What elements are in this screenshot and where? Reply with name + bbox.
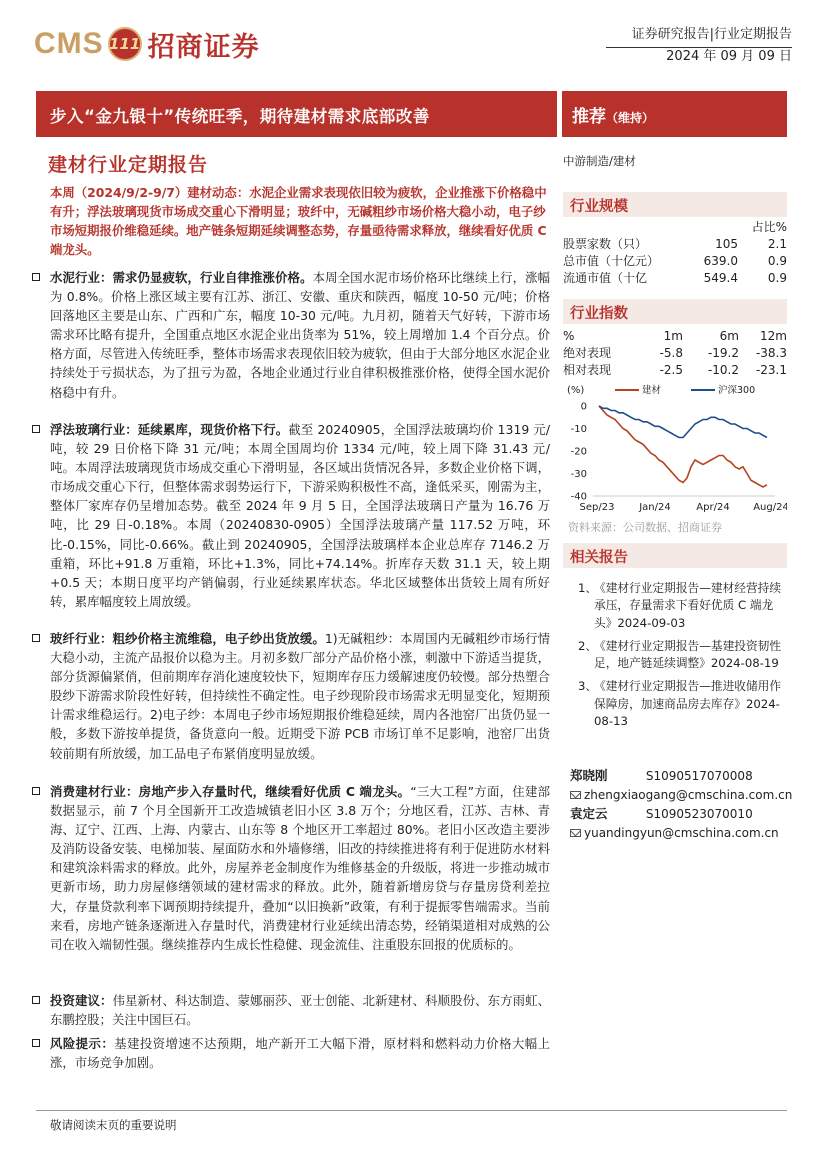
logo-seal-icon: 111	[108, 27, 142, 61]
section-cement	[50, 268, 550, 402]
scale-pct: 2.1	[767, 237, 787, 251]
related-item[interactable]	[578, 678, 784, 730]
scale-title: 行业规模	[563, 192, 787, 217]
index-value: -5.8	[659, 346, 683, 360]
scale-value: 639.0	[703, 254, 738, 268]
section-body: 截至 20240905，全国浮法玻璃均价 1319 元/吨，较 29 日价格下降 31 元/吨；本周全国周均价 1334 元/吨，较上周下降 31.43 元/吨。本周浮法玻璃现货市场成交重心下滑明显，各区域出货情况各异，多数企业价格下调，市场成交重心下行，但整体需求弱势运行下，下游采购积极性不高，逢低采买，刚需为主，整体厂家库存仍呈增加态势。截至 2024 年 9 月 5 日，全国浮法玻璃日产量为 16.76 万吨，比 29 日-0.18%。本周（20240830-0905）全国浮法玻璃产量 117.52 万吨，环比-0.15%，同比-0.66%。截止到 20240905，全国浮法玻璃样本企业总库存 7146.2 万重箱，环比+91.8 万重箱，环比+1.3%，同比+74.14%。折库存天数 31.1 天，较上期+0.5 天；本期日度平均产销偏弱，行业延续累库状态。华北区域整体出货较上周有所好转，累库幅度较上周放缓。	[50, 422, 551, 609]
scale-label: 总市值（十亿元）	[563, 254, 660, 268]
bullet-icon	[32, 787, 40, 795]
x-tick-label: Jan/24	[639, 502, 671, 513]
index-row	[563, 362, 787, 379]
related-text: 《建材行业定期报告—建材经营持续承压，存量需求下看好优质 C 端龙头》2024-09-03	[594, 581, 782, 630]
footer-divider	[36, 1110, 787, 1111]
scale-label: 流通市值（十亿	[563, 271, 648, 285]
mail-icon	[570, 791, 581, 799]
analyst-email[interactable]: yuandingyun@cmschina.com.cn	[584, 826, 779, 840]
legend-label: 建材	[642, 385, 662, 396]
index-value: -2.5	[659, 363, 683, 377]
rating-badge	[562, 91, 787, 137]
x-tick-label: Apr/24	[696, 502, 730, 513]
report-header	[0, 0, 826, 90]
section-lead: 投资建议：	[50, 993, 113, 1008]
y-tick-label: -40	[570, 491, 587, 503]
section-body: 伟星新材、科达制造、蒙娜丽莎、亚士创能、北新建材、科顺股份、东方雨虹、东鹏控股；关注中国巨石。	[50, 993, 551, 1028]
report-title: 步入“金九银十”传统旺季，期待建材需求底部改善	[36, 91, 557, 137]
scale-pct: 0.9	[767, 254, 787, 268]
company-logo	[34, 24, 260, 64]
scale-row	[563, 253, 787, 270]
section-investment-advice	[50, 991, 550, 1029]
related-text: 《建材行业定期报告—基建投资韧性足，地产链延续调整》2024-08-19	[594, 638, 782, 671]
x-tick-label: Sep/23	[579, 502, 615, 513]
legend-label: 沪深300	[718, 385, 756, 396]
rating-note: （维持）	[606, 111, 655, 125]
index-value: -10.2	[707, 363, 739, 377]
industry-scale	[563, 192, 787, 287]
index-chart-svg	[563, 382, 787, 518]
report-date: 2024 年 09 月 09 日	[666, 49, 792, 64]
analyst-name: 郑晓刚	[570, 768, 608, 783]
analyst-id: S1090517070008	[645, 769, 753, 783]
index-header: 12m	[760, 329, 787, 343]
index-label: 相对表现	[563, 363, 612, 377]
report-type: 证券研究报告|行业定期报告	[631, 27, 792, 42]
section-lead: 水泥行业：需求仍显疲软，行业自律推涨价格。	[50, 270, 313, 285]
related-list	[578, 580, 784, 736]
section-lead: 消费建材行业：房地产步入存量时代，继续看好优质 C 端龙头。	[50, 784, 411, 799]
header-divider	[606, 47, 792, 48]
mail-icon	[570, 829, 581, 837]
related-item[interactable]	[578, 580, 784, 632]
section-body: 1)无碱粗纱：本周国内无碱粗纱市场行情大稳小动，主流产品报价以稳为主。月初多数厂部分产品价格小涨，刺激中下游适当提货，部分货源偏紧俏，但前期库存消化速度较快下，短期库存压力缓解速度仍较慢。部分热塑合股纱下游需求阶段性好转，但持续性不确定性。电子纱现阶段市场需求无明显变化，短期预计需求维稳运行。2)电子纱：本周电子纱市场短期报价维稳延续，周内各池窑厂出货仍显一般，多数下游按单提货，备货意向一般。近期受下游 PCB 市场订单不足影响，池窑厂出货较前期有所放缓，加工品电子布紧俏度明显放缓。	[50, 631, 551, 761]
scale-value: 549.4	[703, 271, 738, 285]
section-body: 基建投资增速不达预期，地产新开工大幅下滑，原材料和燃料动力价格大幅上涨，市场竞争加剧。	[50, 1036, 551, 1071]
scale-pct: 0.9	[767, 271, 787, 285]
related-text: 《建材行业定期报告—推进收储用作保障房，加速商品房去库存》2024-08-13	[594, 679, 782, 729]
index-value: -23.1	[755, 363, 787, 377]
section-lead: 浮法玻璃行业：延续累库，现货价格下行。	[50, 422, 289, 437]
bullet-icon	[32, 996, 40, 1004]
index-header: 6m	[719, 329, 739, 343]
logo-chinese-name: 招商证券	[147, 31, 260, 63]
index-title: 行业指数	[563, 299, 787, 324]
chart-source: 资料来源：公司数据、招商证券	[568, 521, 722, 534]
rating-label: 推荐	[572, 107, 606, 127]
bullet-icon	[32, 634, 40, 642]
y-tick-label: -30	[570, 469, 587, 480]
index-value: -38.3	[755, 346, 787, 360]
scale-header-row	[563, 219, 787, 236]
section-lead: 玻纤行业：粗纱价格主流维稳，电子纱出货放缓。	[50, 631, 325, 646]
scale-row	[563, 270, 787, 287]
scale-value: 105	[715, 237, 738, 251]
pct-header: 占比%	[751, 220, 787, 234]
bullet-icon	[32, 425, 40, 433]
document-type: 建材行业定期报告	[48, 154, 209, 176]
index-header-row	[563, 328, 787, 345]
scale-row	[563, 236, 787, 253]
series-line-building-materials	[599, 406, 767, 487]
footer-note: 敬请阅读末页的重要说明	[50, 1118, 177, 1132]
index-label: 绝对表现	[563, 346, 612, 360]
related-num: 2、	[578, 638, 598, 653]
section-body: “三大工程”方面，住建部数据显示，前 7 个月全国新开工改造城镇老旧小区 3.8 万个；分地区看，江苏、吉林、青海、辽宁、江西、上海、内蒙古、山东等 8 个地区开工率超过 80%。老旧小区改造主要涉及消防设备安装、电梯加装、屋面防水和外墙修缮，旧改的持续推进将有利于促进防水材料和建筑涂料需求的释放。此外，房屋养老金制度作为维修基金的升级版，将进一步推动城市更新市场，助力房屋修缮领域的建材需求的释放。此外，随着新增房贷与存量房贷利差拉大，存量贷款利率下调预期持续提升，叠加“以旧换新”政策，有利于提振零售端需求。当前来看，房地产链条逐渐进入存量时代，消费建材行业延续出清态势，经销渠道相对成熟的公司在收入端韧性强。继续推荐内生成长性稳健、现金流佳、注重股东回报的优质标的。	[50, 784, 550, 952]
header-meta	[632, 24, 792, 68]
weekly-summary: 本周（2024/9/2-9/7）建材动态：水泥企业需求表现依旧较为疲软，企业推涨下价格稳中有升；浮法玻璃现货市场成交重心下滑明显；玻纤中，无碱粗纱市场价格大稳小动，电子纱市场短期报价维稳延续。地产链条短期延续调整态势，存量亟待需求释放，继续看好优质 C 端龙头。	[50, 185, 547, 257]
index-header: %	[563, 329, 575, 343]
section-glass-fiber	[50, 629, 550, 763]
series-line-csi300	[599, 406, 767, 438]
bullet-icon	[32, 273, 40, 281]
y-tick-label: -10	[570, 424, 587, 435]
related-num: 1、	[578, 581, 598, 595]
y-tick-label: -20	[570, 446, 587, 458]
y-axis-label: (%)	[567, 385, 585, 396]
x-tick-label: Aug/24	[753, 502, 787, 513]
index-row	[563, 345, 787, 362]
related-reports	[563, 543, 787, 568]
section-risk	[50, 1034, 550, 1072]
analyst-card	[570, 766, 792, 802]
section-body: 本周全国水泥市场价格环比继续上行，涨幅为 0.8%。价格上涨区域主要有江苏、浙江、安徽、重庆和陕西，幅度 10-50 元/吨；价格回落地区主要是山东、广西和广东，幅度 10-30 元/吨。九月初，随着天气好转，下游市场需求环比略有提升，全国重点地区水泥企业出货率为 51%，较上周增加 1.4 个百分点。价格方面，尽管进入传统旺季，整体市场需求表现依旧较为疲软，但由于大部分地区水泥企业持续处于亏损状态，为了扭亏为盈，各地企业通过行业自律积极推涨价格，使得全国水泥价格稳中有升。	[50, 270, 551, 400]
index-header: 1m	[663, 329, 683, 343]
sector-label: 中游制造/建材	[563, 154, 636, 168]
index-value: -19.2	[707, 346, 739, 360]
section-consumer-building	[50, 782, 550, 954]
bullet-icon	[32, 1039, 40, 1047]
industry-index	[563, 299, 787, 379]
analyst-card	[570, 804, 779, 840]
logo-cms-text: CMS	[34, 27, 104, 60]
analyst-name: 袁定云	[570, 806, 608, 821]
analyst-id: S1090523070010	[645, 807, 753, 821]
section-float-glass	[50, 420, 550, 611]
index-chart	[563, 382, 787, 518]
y-tick-label: 0	[580, 401, 587, 413]
section-lead: 风险提示：	[50, 1036, 115, 1051]
scale-label: 股票家数（只）	[563, 237, 648, 251]
related-num: 3、	[578, 679, 598, 694]
related-item[interactable]	[578, 638, 784, 673]
related-title: 相关报告	[563, 543, 787, 568]
analyst-email[interactable]: zhengxiaogang@cmschina.com.cn	[584, 788, 793, 802]
